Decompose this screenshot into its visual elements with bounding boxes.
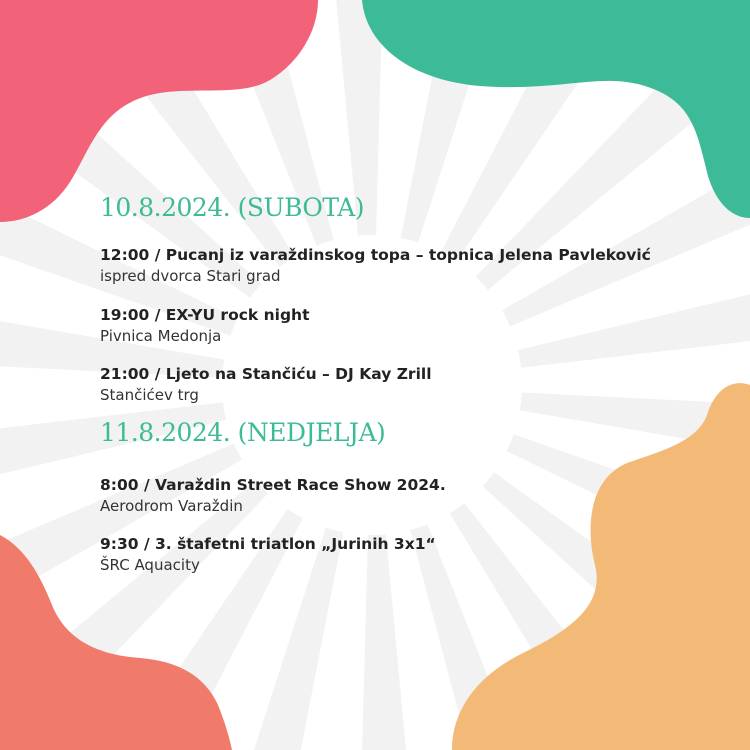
day-title-saturday: 10.8.2024. (SUBOTA) bbox=[100, 193, 365, 222]
event-title: 21:00 / Ljeto na Stančiću – DJ Kay Zrill bbox=[100, 365, 432, 383]
event-place: ŠRC Aquacity bbox=[100, 556, 200, 574]
event-item bbox=[100, 304, 720, 346]
day-title-sunday: 11.8.2024. (NEDJELJA) bbox=[100, 418, 386, 447]
event-place: Aerodrom Varaždin bbox=[100, 497, 243, 515]
event-item bbox=[100, 474, 720, 516]
event-place: ispred dvorca Stari grad bbox=[100, 267, 281, 285]
event-place: Pivnica Medonja bbox=[100, 327, 222, 345]
event-item bbox=[100, 244, 720, 286]
event-title: 19:00 / EX-YU rock night bbox=[100, 306, 310, 324]
event-title: 9:30 / 3. štafetni triatlon „Jurinih 3x1“ bbox=[100, 535, 436, 553]
event-title: 12:00 / Pucanj iz varaždinskog topa – topnica Jelena Pavleković bbox=[100, 246, 651, 264]
event-title: 8:00 / Varaždin Street Race Show 2024. bbox=[100, 476, 446, 494]
event-item bbox=[100, 533, 720, 575]
event-place: Stančićev trg bbox=[100, 386, 199, 404]
event-item bbox=[100, 363, 720, 405]
